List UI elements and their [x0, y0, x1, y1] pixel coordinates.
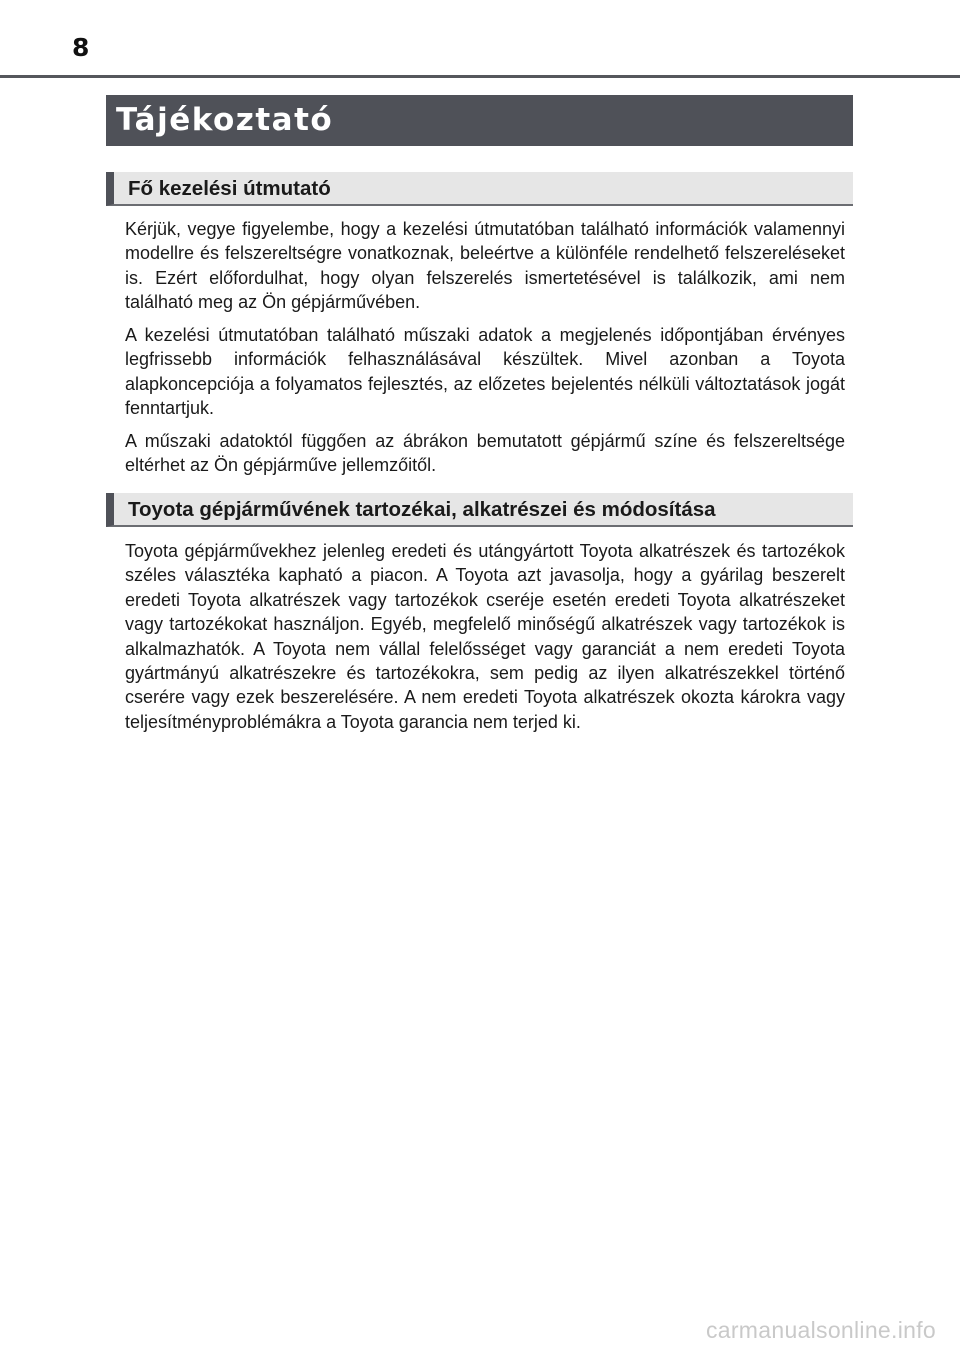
header-divider: [0, 75, 960, 78]
section-heading-text: Fő kezelési útmutató: [128, 177, 331, 200]
paragraph-genuine-parts: Toyota gépjárművekhez jelenleg eredeti és utángyártott Toyota alkatrészek és tartozékok széles választéka kapható a piacon. A Toyota azt javasolja, hogy a gyárilag beszerelt eredeti Toyota alkatrészek vagy tartozékok cseréje esetén eredeti Toyota alkatrészeket vagy tartozékokat használjon. Egyéb, megfelelő minőségű alkatrészek vagy tartozékok is alkalmazhatók. A Toyota nem vállal felelősséget vagy garanciát a nem eredeti Toyota gyártmányú alkatrészekre és tartozékokra, sem pedig az ilyen alkatrészekkel történő cserére vagy ezek beszerelésére. A nem eredeti Toyota alkatrészek okozta károkra vagy teljesítményproblémákra a Toyota garancia nem terjed ki.: [125, 541, 845, 732]
watermark-text: carmanualsonline.info: [705, 1317, 936, 1343]
chapter-header-bar: [106, 95, 853, 146]
paragraph-illustrations: A műszaki adatoktól függően az ábrákon bemutatott gépjármű színe és felszereltsége eltérhet az Ön gépjárműve jellemzőitől.: [125, 431, 845, 476]
section-heading-text: Toyota gépjárművének tartozékai, alkatrészei és módosítása: [128, 498, 716, 521]
section-heading-accessories: [106, 493, 853, 527]
chapter-title: Tájékoztató: [116, 102, 334, 138]
section-heading-main-manual: [106, 172, 853, 206]
page-number: 8: [72, 33, 90, 62]
paragraph-manual-scope: Kérjük, vegye figyelembe, hogy a kezelési útmutatóban található információk valamennyi modellre és felszereltségre vonatkoznak, beleértve a különféle rendelhető felszereléseket is. Ezért előfordulhat, hogy olyan felszerelés ismertetésével is találkozik, ami nem található meg az Ön gépjárművében.: [125, 219, 845, 313]
paragraph-technical-data: A kezelési útmutatóban található műszaki adatok a megjelenés időpontjában érvényes legfrissebb információk felhasználásával készültek. Mivel azonban a Toyota alapkoncepciója a folyamatos fejlesztés, az előzetes bejelentés nélküli változtatások jogát fenntartjuk.: [125, 325, 845, 419]
